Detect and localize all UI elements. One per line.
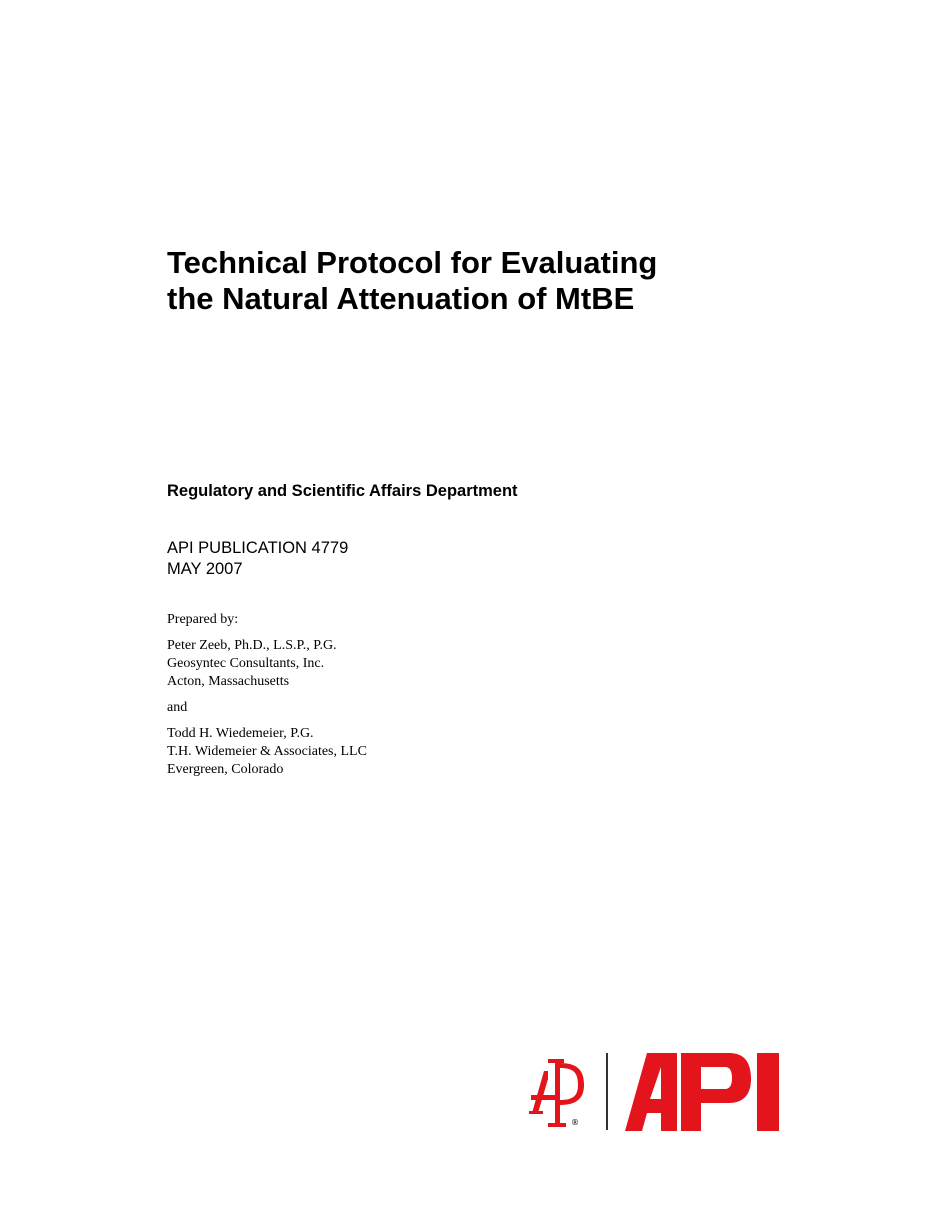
publication-info [167, 538, 348, 580]
prepared-by-section [167, 611, 367, 787]
author-2 [167, 725, 367, 779]
and-conjunction: and [167, 700, 188, 715]
publication-number: API PUBLICATION 4779 [167, 539, 349, 557]
department-heading: Regulatory and Scientific Affairs Department [167, 482, 518, 500]
api-wordmark-logo [625, 1053, 780, 1131]
publication-date: MAY 2007 [167, 560, 243, 578]
registered-mark: ® [571, 1118, 579, 1127]
title-line-1: Technical Protocol for Evaluating [167, 245, 658, 280]
author-1-name: Peter Zeeb, Ph.D., L.S.P., P.G. [167, 638, 337, 653]
prepared-by-label: Prepared by: [167, 612, 239, 627]
author-1-location: Acton, Massachusetts [167, 674, 290, 689]
author-1-company: Geosyntec Consultants, Inc. [167, 656, 325, 671]
author-2-company: T.H. Widemeier & Associates, LLC [167, 744, 367, 759]
author-2-location: Evergreen, Colorado [167, 762, 284, 777]
author-1 [167, 637, 367, 691]
api-emblem-icon [528, 1053, 588, 1133]
document-title [167, 245, 787, 317]
logo-divider [606, 1053, 608, 1130]
author-2-name: Todd H. Wiedemeier, P.G. [167, 726, 314, 741]
title-line-2: the Natural Attenuation of MtBE [167, 281, 635, 316]
